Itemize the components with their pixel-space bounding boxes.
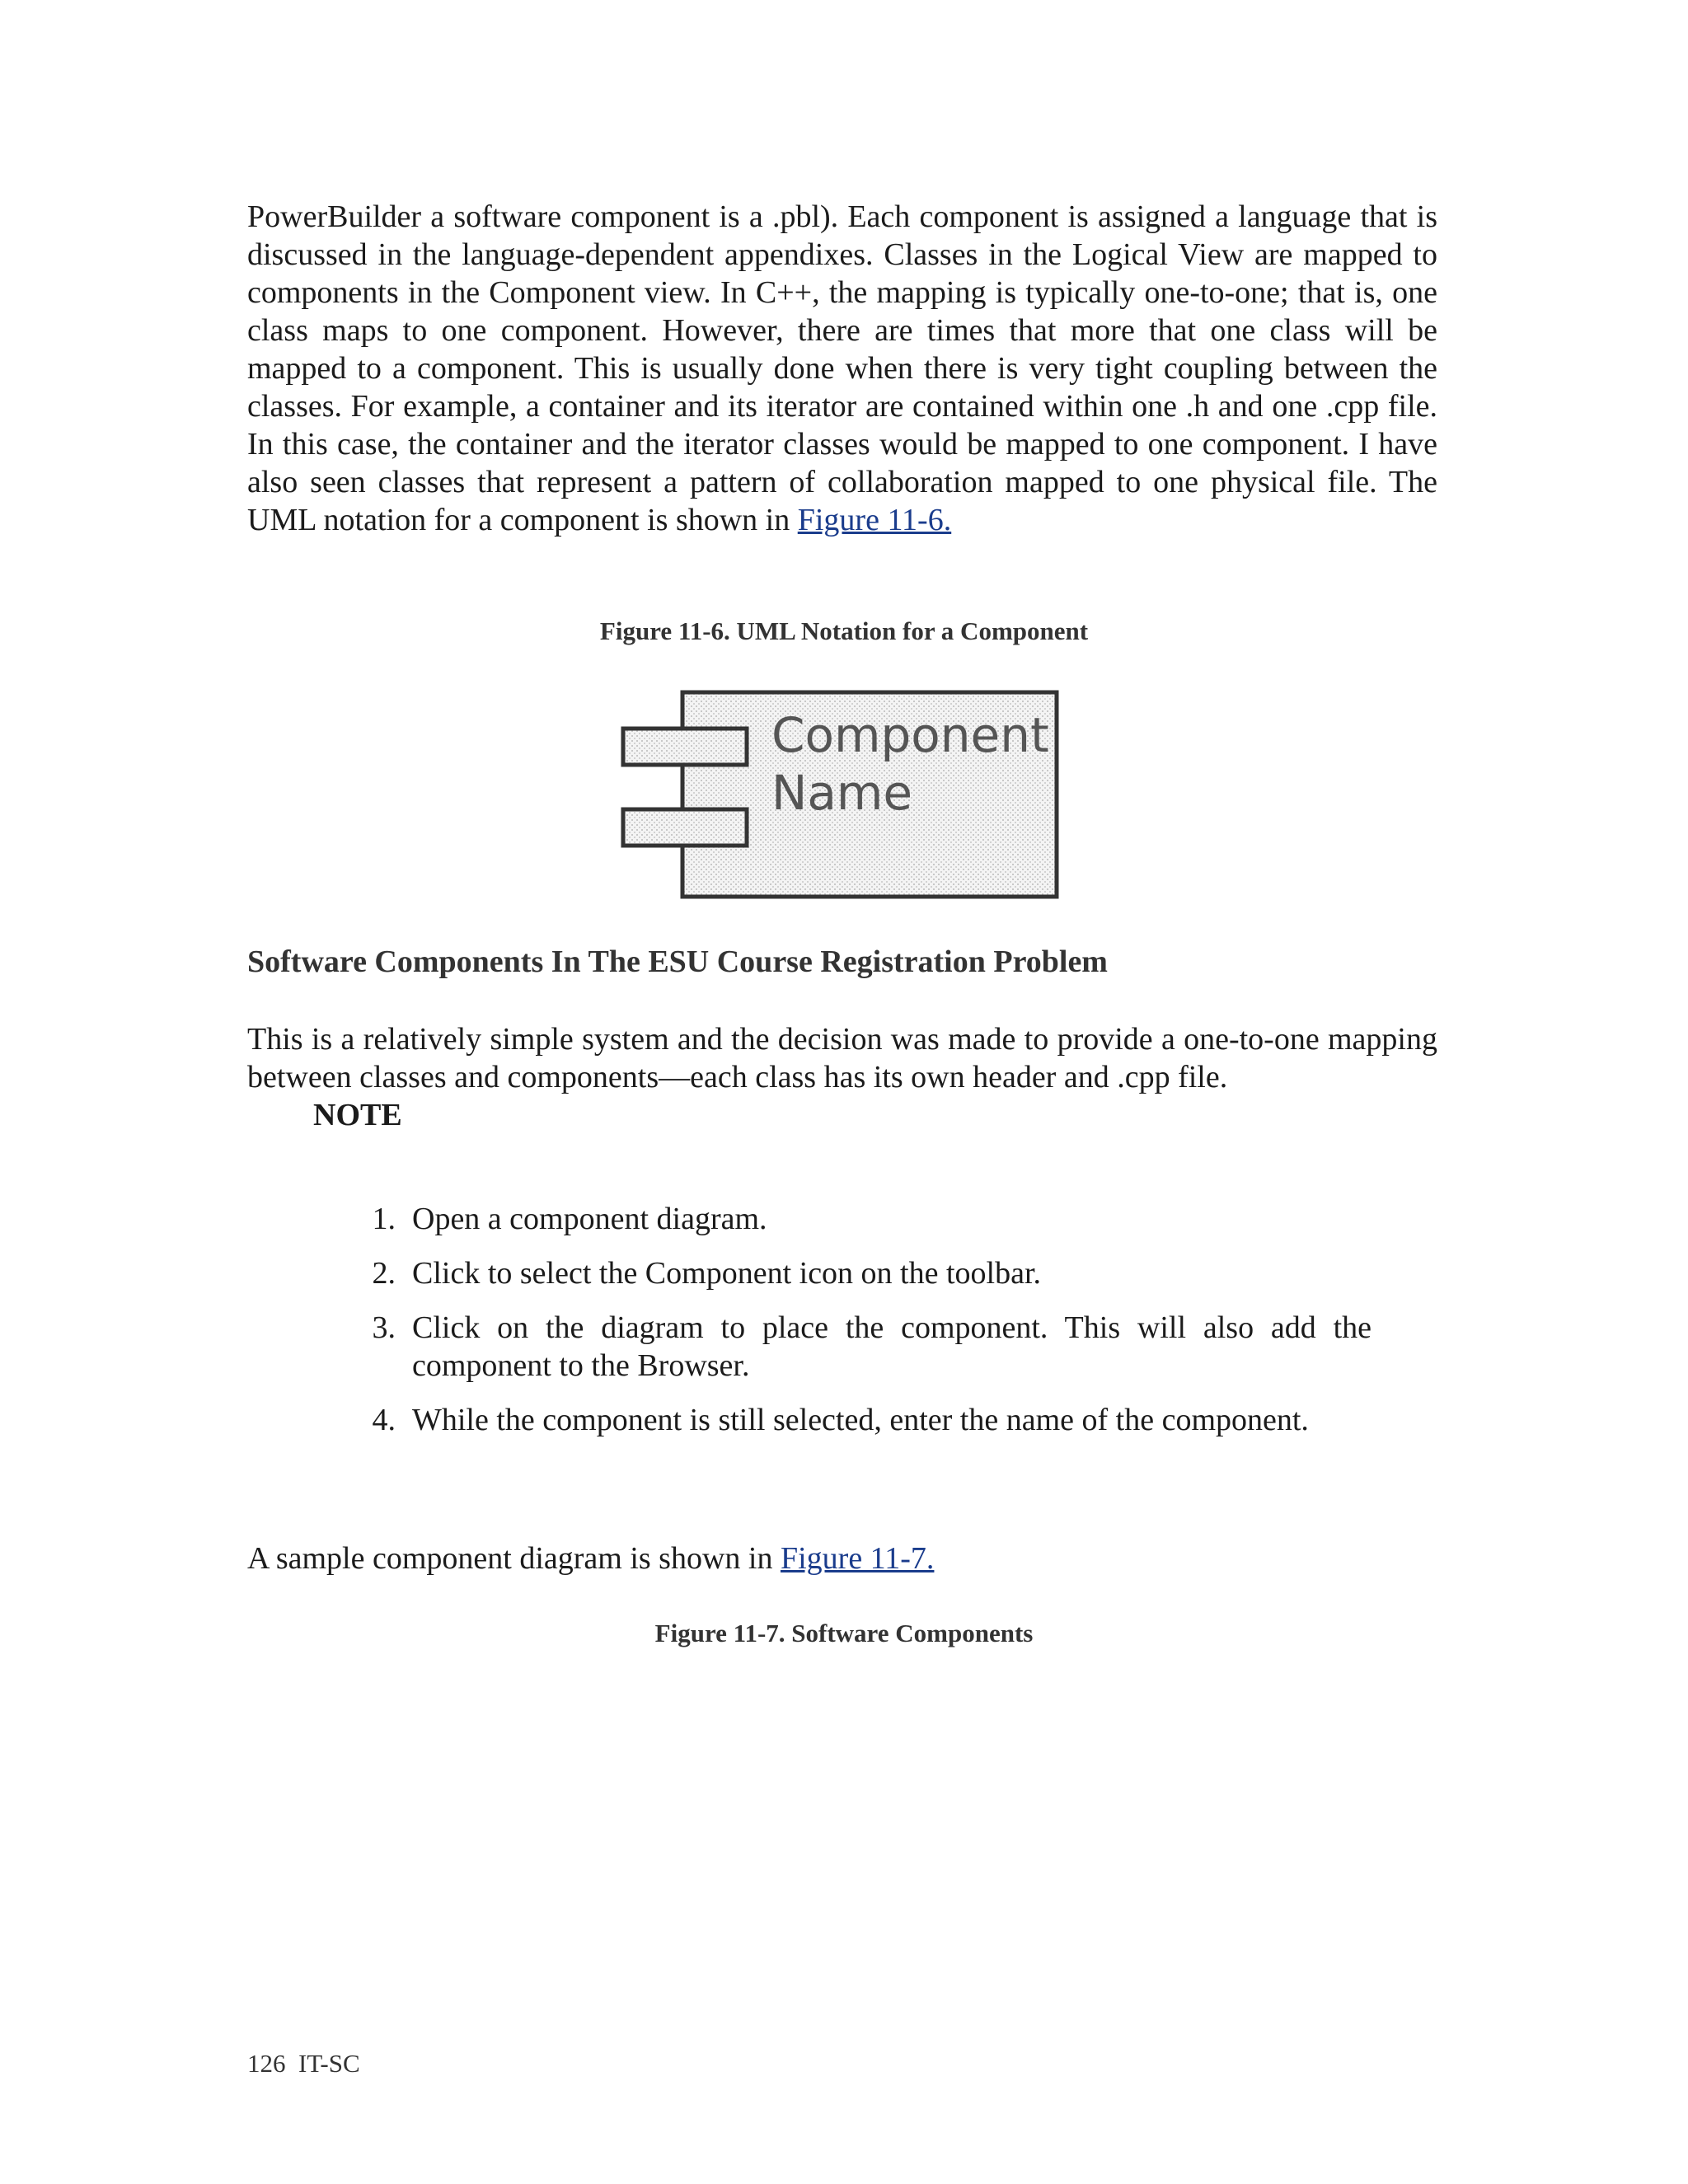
step-text: Open a component diagram. <box>412 1202 767 1236</box>
steps-list <box>346 1200 1372 1455</box>
figure-11-7-caption: Figure 11-7. Software Components <box>654 1619 1034 1647</box>
section-heading: Software Components In The ESU Course Registration Problem <box>247 944 1108 979</box>
step-number: 3. <box>372 1310 396 1345</box>
figure-11-6-link[interactable]: Figure 11-6. <box>797 503 952 537</box>
sample-paragraph-text: A sample component diagram is shown in <box>247 1541 781 1576</box>
esu-paragraph: This is a relatively simple system and the decision was made to provide a one-to-one mapping between classes and components—each class has its own header and .cpp file. <box>247 1022 1437 1094</box>
step-text: Click to select the Component icon on the toolbar. <box>412 1256 1042 1291</box>
step-text: Click on the diagram to place the component. This will also add the component to the Browser. <box>412 1310 1372 1383</box>
component-port-bottom <box>623 809 747 846</box>
step-number: 2. <box>372 1256 396 1291</box>
list-item <box>346 1401 1372 1439</box>
step-text: While the component is still selected, enter the name of the component. <box>412 1403 1309 1437</box>
component-name-line1: Component <box>771 707 1049 763</box>
note-label: NOTE <box>313 1098 402 1132</box>
component-name-line2: Name <box>771 765 913 821</box>
list-item <box>346 1200 1372 1238</box>
figure-11-7-link[interactable]: Figure 11-7. <box>780 1541 935 1576</box>
step-number: 4. <box>372 1403 396 1437</box>
page-label: 126 IT-SC <box>247 2049 360 2078</box>
intro-paragraph-text: PowerBuilder a software component is a .pbl). Each component is assigned a language that is discussed in the language-dependent appendixes. Classes in the Logical View are mapped to components in the Component view. In C++, the mapping is typically one-to-one; that is, one class maps to one component. However, there are times that more that one class will be mapped to a component. This is usually done when there is very tight coupling between the classes. For example, a container and its iterator are contained within one .h and one .cpp file. In this case, the container and the iterator classes would be mapped to one component. I have also seen classes that represent a pattern of collaboration mapped to one physical file. The UML notation for a component is shown in <box>247 199 1437 537</box>
component-port-top <box>623 729 747 765</box>
page-footer <box>247 2047 360 2080</box>
list-item <box>346 1254 1372 1292</box>
uml-component-figure <box>617 686 1068 903</box>
sample-paragraph <box>247 1540 1437 1577</box>
intro-paragraph <box>247 198 1437 539</box>
list-item <box>346 1309 1372 1385</box>
figure-11-6-caption: Figure 11-6. UML Notation for a Component <box>599 616 1089 645</box>
step-number: 1. <box>372 1202 396 1236</box>
